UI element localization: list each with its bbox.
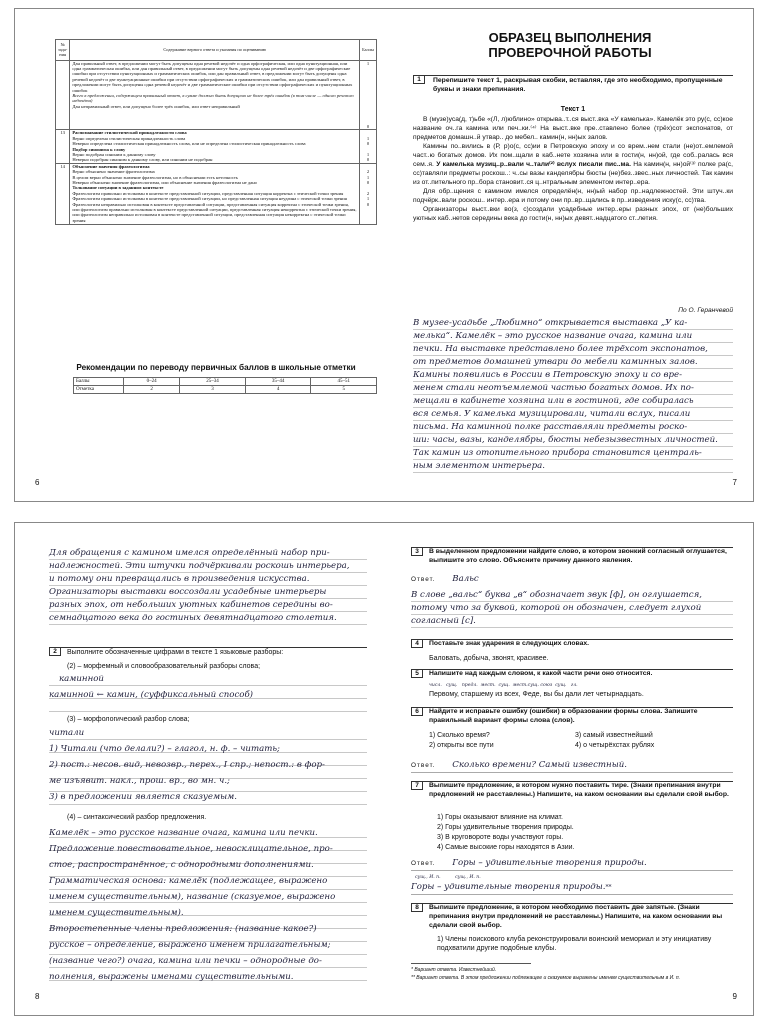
page-number: 8	[35, 992, 40, 1001]
criterion-text: Фразеологизм неправильно истолкован в контексте представленной ситуации, представленная ситуация корректна с этической точки зрения, или фразеологизм правильно истолкован в контексте представленной ситуации, представленная ситуация некорректна с этической точки зрения, или фразеологизм неправильно истолкован в контексте представленной ситуации, представленная ситуация некорректна с этической точки зрения	[72, 201, 357, 223]
grammar-notes: сущ., И. п. сущ., И. п.	[415, 875, 481, 880]
criterion-text: В целом верно объяснено значение фразеологизма, но в объяснении есть неточность	[72, 174, 238, 180]
text-title: Текст 1	[560, 106, 586, 113]
criterion-score: 0	[366, 201, 370, 207]
spread-top	[14, 8, 754, 502]
text-author: По О. Геранчевой	[678, 307, 733, 314]
page-number: 7	[732, 478, 737, 487]
criterion-text: Фразеологизм правильно истолкован в контексте представленной ситуации, но представленная ситуация неудачна с этической точки зрения	[72, 196, 347, 202]
task-number: 6	[411, 707, 423, 716]
criterion-text: Толкование ситуации в заданном контексте	[72, 185, 164, 191]
page-number: 6	[35, 478, 40, 487]
recommendations-title: Рекомендации по переводу первичных баллов в школьные отметки	[76, 363, 356, 372]
col-header-content: Содержание верного ответа и указания по оцениванию	[70, 40, 360, 61]
handwritten-morpheme: каминной каминной ← камин, (суффиксальный способ)	[49, 673, 367, 713]
task-2-sub-3: (4) – синтаксический разбор предложения.	[67, 814, 207, 821]
task-6-answer: Ответ. Сколько времени? Самый известный.	[411, 759, 733, 773]
task-2-text: Выполните обозначенные цифрами в тексте 1 языковые разборы:	[67, 649, 284, 656]
criterion-score: 2	[366, 190, 370, 196]
task-8-option: 1) Члены поискового клуба реконструировали воинский мемориал и эту инициативу подхватили другие подобные клубы.	[437, 936, 712, 953]
table-row: Дан правильный ответ, в предложении могут быть допущены одна речевой недочёт и одна орфографическая, или одна пунктуационная, или одна грамматическая ошибка, или дан правильный ответ, в предложении могут быть допущены одна речевой недочёт и две орфографические ошибки при отсутствии пунктуационных и грамматических ошибок, или дан правильный ответ, в предложении могут быть допущены одна речевой недочёт и две пунктуационные ошибки при отсутствии орфографических и грамматических ошибок, или дан правильный ответ, в предложении могут быть допущены одна речевой недочёт и две грамматические ошибки при отсутствии орфографических и пунктуационных ошибок Всего в предложении, содержащем правильный ответ, в сумме должно быть допущено не более трёх ошибок (в том числе — одного речевого недочёта) Дан неправильный ответ, или допущено более трёх ошибок, или ответ неправильный 1 0	[56, 60, 377, 130]
criterion-score: 0	[366, 141, 370, 147]
task-7-answer: Ответ. Горы – удивительные творения природы.	[411, 857, 733, 871]
task-6-text: Найдите и исправьте ошибку (ошибки) в образовании формы слова. Запишите правильный вариант формы слова (слов).	[429, 708, 698, 724]
criterion-text: Распознавание стилистической принадлежности слова	[72, 130, 187, 136]
page-title: ОБРАЗЕЦ ВЫПОЛНЕНИЯ ПРОВЕРОЧНОЙ РАБОТЫ	[488, 30, 652, 60]
criterion-text: Верно объяснено значение фразеологизма	[72, 169, 155, 175]
criterion-text: Фразеологизм правильно истолкован в контексте представленной ситуации, представленная ситуация корректна с этической точки зрения	[72, 190, 344, 196]
task-7-text: Выпишите предложение, в котором нужно поставить тире. (Знаки препинания внутри предложений не расставлены.) Напишите, на каком основании вы сделали свой выбор.	[429, 782, 729, 798]
criterion-score: 1	[366, 196, 370, 202]
parts-of-speech: числ. сущ. предл. мест. сущ. мест.сущ. союз сущ. гл.	[429, 683, 578, 688]
handwritten-syntax: Камелёк – это русское название очага, камина или печки. Предложение повествовательное, невосклицательное, про- стое, распространённое, с однородными дополнениями. Грамматическая основа: камелёк (подлежащее, выражено именем существительным), название (сказуемое, выражено именем существительным). Второстепенные члены предложения: (название какое?) русское – определение, выражено именем прилагательным; (название чего?) очага, камина или печки – однородные до- полнения, выражены именами существительными.	[49, 825, 367, 993]
task-5-text: Напишите над каждым словом, к какой части речи оно относится.	[429, 670, 653, 677]
task-number: 1	[413, 75, 425, 84]
task-number: 4	[411, 639, 423, 648]
page-9: 3 В выделенном предложении найдите слово, в котором звонкий согласный оглушается, выпишите это слово. Объясните причину данного явления. Ответ. Вальс В слове „вальс“ буква „в“ обозначает звук [ф], он оглушается, потому что за буквой, которой он обозначен, следует глухой согласный [с]. 4 Поставьте знак ударения в следующих словах. Баловать, добыча, звонят, красивее. 5 Напишите над каждым словом, к какой части речи оно относится. числ. сущ. предл. мест. сущ. мест.сущ. союз сущ. гл. Первому, старшему из всех, Феде, вы бы дали лет четырнадцать. 6 Найдите и исправьте ошибку (ошибки) в образовании формы слова. Запишите правильный вариант формы слова (слов). 1) Сколько время? 3) самый известнейший 2) открыты все пути 4) о четырёхстах рублях Ответ. Сколько времени? Самый известный. 7 Выпишите предложение, в котором нужно поставить тире. (Знаки препинания внутри предложений не расставлены.) Напишите, на каком основании вы сделали свой выбор. 1) Горы оказывают влияние на климат. 2) Горы удивительные творения природы. 3) В круговороте воды участвуют горы. 4) Самые высокие горы находятся в Азии. Ответ. Горы – удивительные творения природы. сущ., И. п. сущ., И. п. Горы – удивительные творения природы.** 8 Выпишите предложение, в котором необходимо поставить две запятые. (Знаки препинания внутри предложений не расставлены.) Напишите, на каком основании вы сделали свой выбор. 1) Члены поискового клуба реконструировали воинский мемориал и эту инициативу подхватили другие подобные клубы. * Вариант ответа. Известнейший. ** Вариант ответа. В этом предложении подлежащее и сказуемое выражены именем существительным в И. п. 9	[411, 548, 737, 1001]
criterion-text: Неверно объяснено значение фразеологизма, или объяснение значения фразеологизма не дано	[72, 180, 257, 186]
task-2-sub-1: (2) – морфемный и словообразовательный разборы слова;	[67, 663, 261, 670]
task-2-sub-2: (3) – морфологический разбор слова;	[67, 716, 190, 723]
task-number: 2	[49, 647, 61, 656]
table-row: Отметка 2 3 4 5	[74, 386, 377, 394]
criterion-score: 1	[366, 151, 370, 157]
task-1-text: Перепишите текст 1, раскрывая скобки, вставляя, где это необходимо, пропущенные буквы и знаки препинания.	[433, 77, 723, 93]
task-8-text: Выпишите предложение, в котором необходимо поставить две запятые. (Знаки препинания внутри предложений не расставлены.) Напишите, на каком основании вы сделали свой выбор.	[429, 904, 723, 929]
criterion-score: 2	[366, 169, 370, 175]
criterion-score: 1	[366, 135, 370, 141]
criterion-text: Неверно подобран синоним к данному слову, или синоним не подобран	[72, 157, 213, 163]
criterion-score: 0	[366, 157, 370, 163]
handwritten-answer-1: В музее-усадьбе „Любимно“ открывается выставка „У ка- мелька“. Камелёк – это русское название очага, камина или печки. На выставке представлено более трёхсот экспонатов, от предметов домашней утвари до мебели каминных залов. Камины появились в России в Петровскую эпоху и со вре- менем стали неотъемлемой частью богатых домов. Их по- мещали в кабинете хозяина или в гостиной, где собиралась вся семья. У камелька музицировали, читали вслух, писали письма. На каминной полке расставляли предметы роско- ши: часы, вазы, канделябры, бюсты небезызвестных личностей. Так камин из отопительного прибора становится централь- ным элементом интерьера.	[413, 317, 733, 475]
criterion-text: Неверно определена стилистическая принадлежность слова, или не определена стилистическая принадлежность слова	[72, 141, 306, 147]
grade-table	[73, 377, 377, 394]
footnote: * Вариант ответа. Известнейший.	[411, 967, 497, 973]
handwritten-morphology: читали 1) Читали (что делали?) – глагол, н. ф. – читать; 2) пост.: несов. вид, невозвр., перех., I спр.; непост.: в фор- ме изъявит. накл., прош. вр., во мн. ч.; 3) в предложении является сказуемым.	[49, 727, 367, 807]
table-row: 14 Объяснение значения фразеологизма Верно объяснено значение фразеологизма В целом верно объяснено значение фразеологизма, но в объяснении есть неточность Неверно объяснено значение фразеологизма, или объяснение значения фразеологизма не дано Толкование ситуации в заданном контексте Фразеологизм правильно истолкован в контексте представленной ситуации, представленная ситуация корректна с этической точки зрения Фразеологизм правильно истолкован в контексте представленной ситуации, но представленная ситуация неудачна с этической точки зрения Фразеологизм неправильно истолкован в контексте представленной ситуации, представленная ситуация корректна с этической точки зрения, или фразеологизм правильно истолкован в контексте представленной ситуации, представленная ситуация некорректна с этической точки зрения, или фразеологизм неправильно истолкован в контексте представленной ситуации, представленная ситуация некорректна с этической точки зрения 2 1 0 2 1 0	[56, 163, 377, 224]
task-number: 8	[411, 903, 423, 912]
page-6	[15, 9, 385, 501]
task-number: 5	[411, 669, 423, 678]
task-4-text: Поставьте знак ударения в следующих словах.	[429, 640, 590, 647]
task-3-answer: Ответ. Вальс	[411, 574, 479, 584]
scoring-table	[55, 39, 377, 225]
page-7	[385, 9, 754, 501]
criterion-score: 0	[366, 179, 370, 185]
spread-bottom	[14, 522, 754, 1016]
task-number: 3	[411, 547, 423, 556]
criterion-text: Подбор синонима к слову	[72, 146, 126, 152]
criterion-text: Верно определена стилистическая принадлежность слова	[72, 135, 186, 141]
task-4-words: Баловать, добыча, звонят, красивее.	[429, 655, 549, 662]
col-header-score: Баллы	[360, 40, 377, 61]
criterion-text: Верно подобран синоним к данному слову	[72, 152, 156, 157]
text-1: В (музе)уса(д, т)ьбе «(Л, л)юблино» открыва..т..ся выст..вка «У камелька». Камелёк это ру(с, сс)кое название оч..га камина или печ..ки.⁽⁴⁾ На выст..вке пре..ставлено более (трёх)сот экспонатов, от предметов домашн..й утвар.. до мебел.. камин(н, нн)ых залов. Камины по..вились в (Р, р)о(с, сс)ии в Петровскую эпоху и со врем..нем стали (не)от..емлемой част..ю богатых домов. Их пом..щали в каб..нете хозяина или в гости(н, нн)ой, где соб..ралась вся сем..я. У камелька музиц..р..вали ч..тали⁽²⁾ вслух писали пис..ма. На камин(н, нн)ой⁽³⁾ полке ра(с, сс)тавляли предметы роскош..: ч..сы вазы канделябры бюсты (не)без..звес..ных личностей. Так камин из от..пительного пр..бора становит..ся ц..нтральным элементом интер..ера. Для обр..щения с камином имелся определён(н, нн)ый набор пр..надлежностей. Эти штуч..ки подчёрк..вали роскош.. интер..ера и потому они пр..вр..щались в пр..изведения иску(с, сс)тва. Организаторы выст..вки во(з, с)создали усадебные интер..еры разных эпох, от (не)больших уютных каб..нетов середины века до гости(н, нн)ых девят..надцатого ст..летия.	[413, 116, 733, 222]
handwritten-answer-continued: Для обращения с камином имелся определённый набор при- надлежностей. Эти штучки подчёркивали роскошь интерьера, и потому они превращались в произведения искусства. Организаторы выставки воссоздали усадебные интерьеры разных эпох, от небольших уютных кабинетов середины во- семнадцатого века до гостиных девятнадцатого столетия.	[49, 547, 367, 627]
table-row: Баллы 0–24 25–34 35–44 45–51	[74, 378, 377, 386]
task-3-text: В выделенном предложении найдите слово, в котором звонкий согласный оглушается, выпишите это слово. Объясните причину данного явления.	[429, 548, 727, 564]
task-5-sentence: Первому, старшему из всех, Феде, вы бы дали лет четырнадцать.	[429, 691, 644, 698]
task-3-explanation: В слове „вальс“ буква „в“ обозначает звук [ф], он оглушается, потому что за буквой, которой он обозначен, следует глухой согласный [с].	[411, 589, 733, 631]
page-8	[15, 523, 385, 1015]
task-number: 7	[411, 781, 423, 790]
table-row: 13 Распознавание стилистической принадлежности слова Верно определена стилистическая принадлежность слова Неверно определена стилистическая принадлежность слова, или не определена стилистическая принадлежность слова Подбор синонима к слову Верно подобран синоним к данному слову Неверно подобран синоним к данному слову, или синоним не подобран 1 0 1 0	[56, 130, 377, 163]
page-number: 9	[732, 992, 737, 1001]
footnote: ** Вариант ответа. В этом предложении подлежащее и сказуемое выражены именем существительным в И. п.	[411, 975, 681, 981]
task-7-reasoning: Горы – удивительные творения природы.**	[411, 881, 733, 895]
criterion-score: 1	[366, 174, 370, 180]
criterion-text: Объяснение значения фразеологизма	[72, 163, 150, 169]
col-header-num: № зада- ния	[56, 40, 70, 61]
